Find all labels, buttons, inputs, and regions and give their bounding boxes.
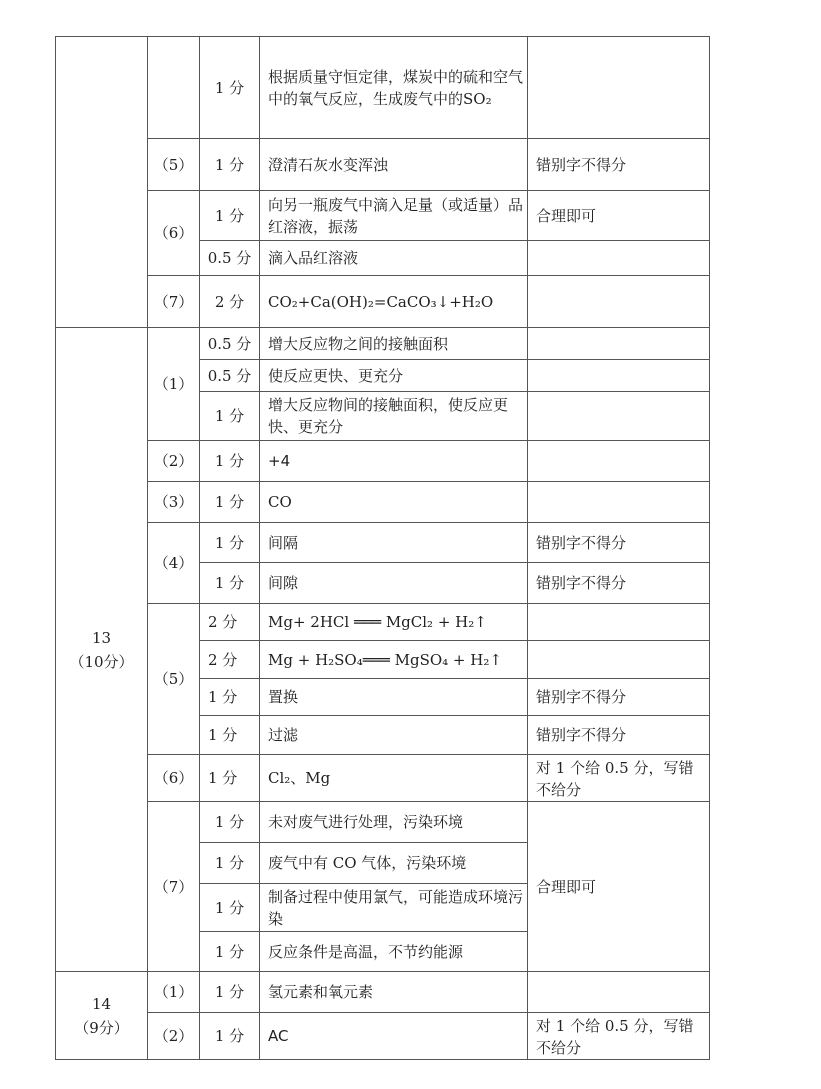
note-cell: 合理即可 [528, 802, 710, 972]
question-number: 13 [91, 628, 112, 647]
table-row [56, 276, 710, 328]
note-cell [528, 276, 710, 328]
points-cell: 1 分 [200, 139, 260, 191]
points-cell: 1 分 [200, 37, 260, 139]
points-cell: 1 分 [200, 441, 260, 482]
question-total-points: （9分） [74, 1018, 129, 1037]
answer-cell: CO [260, 482, 528, 523]
answer-cell: +4 [260, 441, 528, 482]
question-total-points: （10分） [69, 652, 134, 671]
note-cell [528, 482, 710, 523]
table-row [56, 139, 710, 191]
answer-cell: 氢元素和氧元素 [260, 972, 528, 1013]
answer-cell: 根据质量守恒定律，煤炭中的硫和空气中的氧气反应，生成废气中的SO₂ [260, 37, 528, 139]
note-cell: 对 1 个给 0.5 分，写错不给分 [528, 1013, 710, 1060]
sub-question-cell: （4） [148, 523, 200, 604]
table-row [56, 755, 710, 802]
question-number: 14 [91, 994, 112, 1013]
note-cell: 合理即可 [528, 191, 710, 241]
table-row [56, 37, 710, 139]
sub-question-cell: （6） [148, 191, 200, 276]
note-cell [528, 241, 710, 276]
table-row [56, 523, 710, 563]
points-cell: 1 分 [200, 802, 260, 843]
points-cell: 1 分 [200, 1013, 260, 1060]
sub-question-cell: （2） [148, 1013, 200, 1060]
points-cell: 1 分 [200, 884, 260, 932]
answer-cell: 置换 [260, 679, 528, 716]
sub-question-cell: （5） [148, 139, 200, 191]
sub-question-cell [148, 37, 200, 139]
note-cell: 错别字不得分 [528, 563, 710, 604]
table-row [56, 604, 710, 641]
table-row [56, 328, 710, 360]
note-cell [528, 641, 710, 679]
question-number-cell [56, 972, 148, 1060]
answer-cell: 过滤 [260, 716, 528, 755]
sub-question-cell: （2） [148, 441, 200, 482]
points-cell: 0.5 分 [200, 241, 260, 276]
answer-cell: 未对废气进行处理，污染环境 [260, 802, 528, 843]
points-cell: 1 分 [200, 191, 260, 241]
answer-cell: 向另一瓶废气中滴入足量（或适量）品红溶液，振荡 [260, 191, 528, 241]
points-cell: 1 分 [200, 563, 260, 604]
sub-question-cell: （5） [148, 604, 200, 755]
note-cell [528, 441, 710, 482]
points-cell: 2 分 [200, 276, 260, 328]
answer-cell: Mg + H₂SO₄═══ MgSO₄ + H₂↑ [260, 641, 528, 679]
note-cell [528, 972, 710, 1013]
note-cell: 对 1 个给 0.5 分，写错不给分 [528, 755, 710, 802]
note-cell [528, 392, 710, 441]
answer-cell: CO₂+Ca(OH)₂=CaCO₃↓+H₂O [260, 276, 528, 328]
sub-question-cell: （3） [148, 482, 200, 523]
note-cell [528, 360, 710, 392]
answer-cell: AC [260, 1013, 528, 1060]
answer-cell: 增大反应物间的接触面积，使反应更快、更充分 [260, 392, 528, 441]
note-cell [528, 604, 710, 641]
points-cell: 1 分 [200, 932, 260, 972]
points-cell: 1 分 [200, 972, 260, 1013]
question-cell [56, 37, 148, 328]
points-cell: 1 分 [200, 482, 260, 523]
points-cell: 1 分 [200, 843, 260, 884]
table-row [56, 972, 710, 1013]
sub-question-cell: （7） [148, 802, 200, 972]
table-row [56, 802, 710, 843]
table-row [56, 191, 710, 241]
table-row [56, 1013, 710, 1060]
note-cell: 错别字不得分 [528, 139, 710, 191]
sub-question-cell: （1） [148, 328, 200, 441]
answer-cell: Mg+ 2HCl ═══ MgCl₂ + H₂↑ [260, 604, 528, 641]
answer-cell: Cl₂、Mg [260, 755, 528, 802]
answer-cell: 使反应更快、更充分 [260, 360, 528, 392]
note-cell [528, 37, 710, 139]
answer-cell: 增大反应物之间的接触面积 [260, 328, 528, 360]
points-cell: 0.5 分 [200, 328, 260, 360]
answer-cell: 澄清石灰水变浑浊 [260, 139, 528, 191]
answer-cell: 间隙 [260, 563, 528, 604]
sub-question-cell: （7） [148, 276, 200, 328]
grading-table [55, 36, 710, 1060]
question-number-cell [56, 328, 148, 972]
note-cell: 错别字不得分 [528, 523, 710, 563]
answer-cell: 制备过程中使用氯气，可能造成环境污染 [260, 884, 528, 932]
sub-question-cell: （1） [148, 972, 200, 1013]
answer-cell: 滴入品红溶液 [260, 241, 528, 276]
points-cell: 1 分 [200, 755, 260, 802]
points-cell: 0.5 分 [200, 360, 260, 392]
note-cell: 错别字不得分 [528, 716, 710, 755]
table-row [56, 482, 710, 523]
answer-cell: 反应条件是高温，不节约能源 [260, 932, 528, 972]
points-cell: 1 分 [200, 679, 260, 716]
points-cell: 1 分 [200, 716, 260, 755]
sub-question-cell: （6） [148, 755, 200, 802]
answer-cell: 废气中有 CO 气体，污染环境 [260, 843, 528, 884]
answer-cell: 间隔 [260, 523, 528, 563]
points-cell: 2 分 [200, 604, 260, 641]
note-cell [528, 328, 710, 360]
table-row [56, 441, 710, 482]
note-cell: 错别字不得分 [528, 679, 710, 716]
points-cell: 1 分 [200, 523, 260, 563]
points-cell: 1 分 [200, 392, 260, 441]
points-cell: 2 分 [200, 641, 260, 679]
